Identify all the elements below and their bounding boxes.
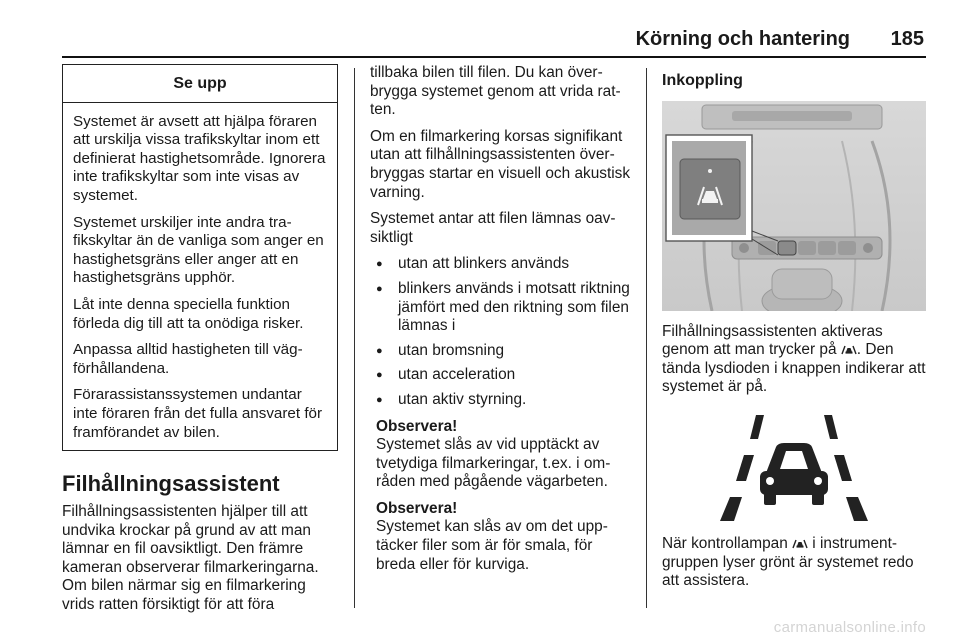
column-divider-1: [354, 68, 355, 608]
column-3: [662, 64, 926, 599]
list-item: ● utan bromsning: [370, 342, 634, 361]
warning-box: [62, 64, 338, 451]
warning-paragraph: Anpassa alltid hastigheten till vägförhållandena.: [73, 341, 303, 377]
note-text: Systemet kan slås av om det upptäcker filer som är för smala, för breda eller för kurviga.: [376, 518, 608, 573]
note-heading: Observera!: [376, 499, 458, 517]
note-text: Systemet slås av vid upptäckt av tvetydiga filmarkeringar, t.ex. i områden med pågående vägarbeten.: [376, 436, 611, 491]
list-item: ● utan aktiv styrning.: [370, 391, 634, 410]
header-rule: [62, 56, 926, 58]
condition-list: [370, 255, 634, 409]
indicator-text-start: När kontrollampan: [662, 534, 793, 552]
subsection-title: Inkoppling: [662, 72, 743, 89]
console-photo: [662, 101, 926, 311]
column-1: [62, 64, 338, 623]
note-heading: Observera!: [376, 417, 458, 435]
page-number: 185: [890, 28, 924, 50]
note-2: [370, 500, 634, 574]
note-1: [370, 418, 634, 492]
paragraph: Systemet antar att filen lämnas oavsiktligt: [370, 210, 616, 246]
warning-paragraph: Systemet är avsett att hjälpa föraren att urskilja vissa trafikskyltar inom ett definierat hastighetsområde. Ignorera inte trafikskyltar som inte visas av systemet.: [73, 112, 326, 204]
lane-keep-large-icon: [662, 411, 926, 523]
activation-text: [662, 323, 926, 397]
activation-text-start: Filhållningsassistenten aktiveras genom att man trycker på: [662, 322, 883, 359]
warning-paragraph: Låt inte denna speciella funktion förleda dig till att ta onödiga risker.: [73, 295, 304, 332]
list-item: ● blinkers används i motsatt riktning jämfört med den riktning som filen lämnas i: [370, 280, 634, 336]
paragraph: Om en filmarkering korsas signifikant utan att filhållningsassistenten överbryggas startar en visuell och akustisk varning.: [370, 127, 631, 201]
header-title: Körning och hantering: [635, 28, 850, 50]
lane-keep-icon: [792, 537, 808, 549]
paragraph: tillbaka bilen till filen. Du kan överbrygga systemet genom att vrida ratten.: [370, 64, 621, 119]
warning-body: [63, 103, 337, 451]
indicator-text: [662, 535, 926, 591]
warning-paragraph: Systemet urskiljer inte andra trafikskyltar än de vanliga som anger en hastighetsgräns eller anger att en hastighetsgräns upphör.: [73, 213, 324, 287]
warning-paragraph: Förarassistanssystemen undantar inte föraren från det fulla ansvaret för framförandet av bilen.: [73, 386, 323, 441]
list-item: ● utan acceleration: [370, 366, 634, 385]
section-intro: Filhållningsassistenten hjälper till att undvika krockar på grund av att man lämnar en fil oavsiktligt. Den främre kameran observerar filmarkeringarna. Om bilen närmar sig en filmarkering vrids ratten försiktigt för att föra: [62, 503, 319, 614]
watermark: carmanualsonline.info: [773, 619, 926, 636]
column-2: [370, 64, 634, 582]
lane-keep-icon: [841, 343, 857, 355]
list-item: ● utan att blinkers används: [370, 255, 634, 274]
activation-text-end: . Den tända lysdioden i knappen indikerar att systemet är på.: [662, 341, 926, 396]
column-divider-2: [646, 68, 647, 608]
indicator-text-end: i instrumentgruppen lyser grönt är systemet redo att assistera.: [662, 534, 914, 590]
section-title: Filhållningsassistent: [62, 471, 280, 497]
warning-heading: Se upp: [63, 65, 337, 103]
